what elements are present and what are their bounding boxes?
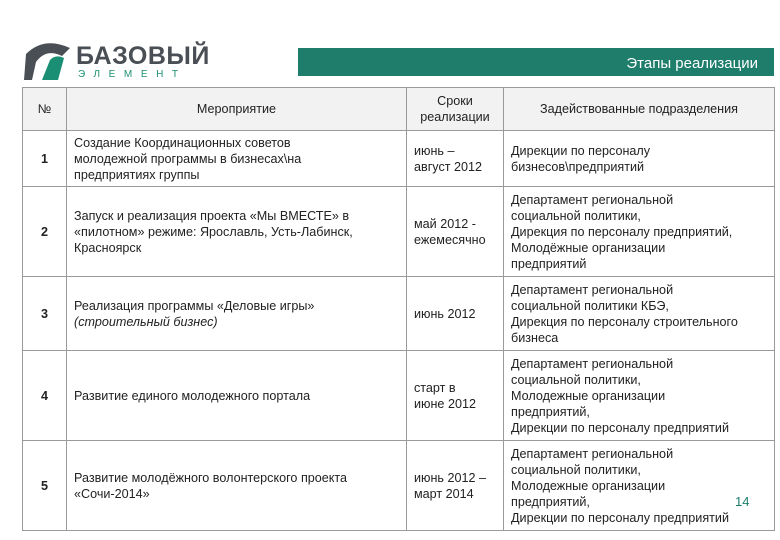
cell-event — [67, 351, 407, 441]
units-line: Департамент региональной — [511, 446, 674, 461]
units-line: Дирекции по персоналу предприятий — [511, 420, 729, 435]
units-line: предприятий, — [511, 494, 590, 509]
header-period: Сроки реализации — [407, 88, 504, 131]
cell-period — [407, 277, 504, 351]
units-line: Молодежные организации — [511, 478, 666, 493]
period-line: август 2012 — [414, 159, 483, 174]
event-line: Создание Координационных советов — [74, 135, 291, 150]
table-row — [23, 441, 775, 531]
cell-num: 2 — [23, 187, 67, 277]
logo-name: БАЗОВЫЙ — [76, 42, 210, 70]
units-line: Дирекции по персоналу предприятий — [511, 510, 729, 525]
event-line: Реализация программы «Деловые игры» — [74, 298, 315, 313]
units-line: социальной политики КБЭ, — [511, 298, 669, 313]
cell-event — [67, 441, 407, 531]
table-row — [23, 187, 775, 277]
cell-period — [407, 441, 504, 531]
units-line: социальной политики, — [511, 208, 641, 223]
cell-num: 1 — [23, 131, 67, 187]
cell-num: 4 — [23, 351, 67, 441]
units-line: бизнесов\предприятий — [511, 159, 645, 174]
units-line: Дирекция по персоналу предприятий, — [511, 224, 733, 239]
event-line: предприятиях группы — [74, 167, 200, 182]
cell-units — [504, 131, 775, 187]
cell-num: 3 — [23, 277, 67, 351]
units-line: Департамент региональной — [511, 282, 674, 297]
table-row — [23, 277, 775, 351]
event-line: «Сочи-2014» — [74, 486, 150, 501]
header-units: Задействованные подразделения — [504, 88, 775, 131]
logo-subtitle: ЭЛЕМЕНТ — [78, 69, 187, 80]
table-body — [23, 131, 775, 531]
event-line: Развитие единого молодежного портала — [74, 388, 311, 403]
title-bar — [298, 48, 774, 76]
event-line: «пилотном» режиме: Ярославль, Усть-Лабинск, — [74, 224, 353, 239]
units-line: Молодежные организации — [511, 388, 666, 403]
units-line: Департамент региональной — [511, 356, 674, 371]
event-line: Развитие молодёжного волонтерского проекта — [74, 470, 348, 485]
slide-number: 14 — [735, 494, 750, 509]
period-line: июнь – — [414, 143, 455, 158]
period-line: ежемесячно — [414, 232, 486, 247]
cell-units — [504, 441, 775, 531]
table-row — [23, 351, 775, 441]
period-line: июне 2012 — [414, 396, 476, 411]
cell-num: 5 — [23, 441, 67, 531]
cell-event — [67, 277, 407, 351]
table-header-row — [23, 88, 775, 131]
units-line: предприятий — [511, 256, 587, 271]
units-line: Дирекции по персоналу — [511, 143, 651, 158]
period-line: июнь 2012 — [414, 306, 476, 321]
period-line: март 2014 — [414, 486, 474, 501]
cell-units — [504, 277, 775, 351]
event-line: Красноярск — [74, 240, 142, 255]
cell-units — [504, 187, 775, 277]
period-line: май 2012 - — [414, 216, 476, 231]
units-line: бизнеса — [511, 330, 559, 345]
period-line: старт в — [414, 380, 456, 395]
period-line: июнь 2012 – — [414, 470, 487, 485]
cell-event — [67, 131, 407, 187]
event-line: (строительный бизнес) — [74, 314, 218, 329]
units-line: Молодёжные организации — [511, 240, 666, 255]
cell-period — [407, 187, 504, 277]
page-title: Этапы реализации — [626, 55, 758, 72]
units-line: предприятий, — [511, 404, 590, 419]
stages-table — [22, 87, 775, 531]
units-line: социальной политики, — [511, 462, 641, 477]
header-num: № — [23, 88, 67, 131]
logo-mark-icon — [24, 40, 74, 82]
cell-event — [67, 187, 407, 277]
units-line: Департамент региональной — [511, 192, 674, 207]
event-line: Запуск и реализация проекта «Мы ВМЕСТЕ» в — [74, 208, 350, 223]
cell-period — [407, 131, 504, 187]
company-logo — [24, 40, 214, 82]
table-row — [23, 131, 775, 187]
cell-period — [407, 351, 504, 441]
header-event: Мероприятие — [67, 88, 407, 131]
cell-units — [504, 351, 775, 441]
units-line: социальной политики, — [511, 372, 641, 387]
units-line: Дирекция по персоналу строительного — [511, 314, 738, 329]
event-line: молодежной программы в бизнесах\на — [74, 151, 302, 166]
